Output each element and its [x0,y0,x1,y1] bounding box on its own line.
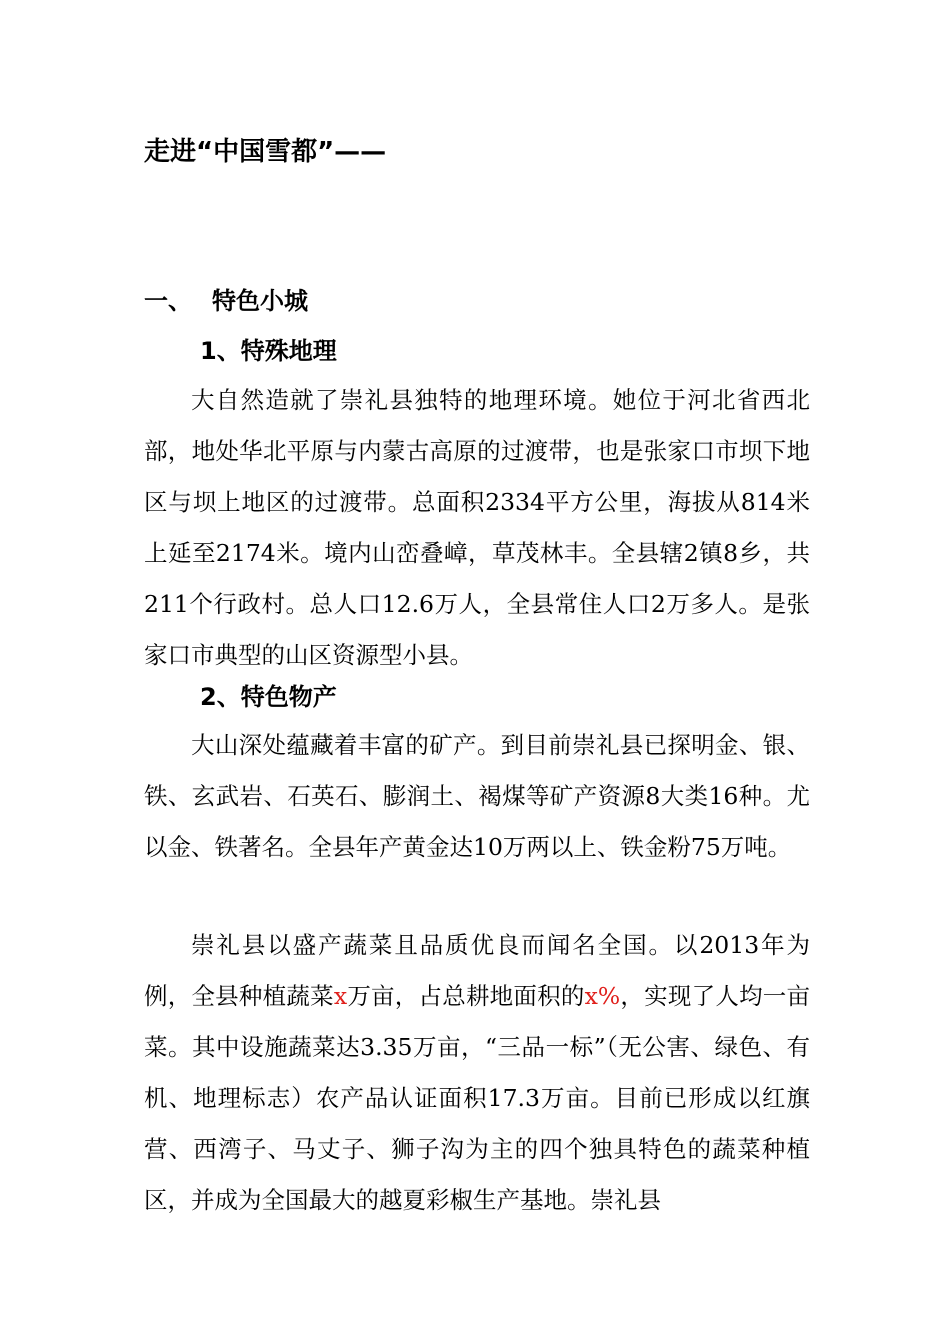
subheading-geography: 1、特殊地理 [200,337,337,365]
section-number: 一、 [144,287,192,315]
document-title: 走进“中国雪都”—— [144,137,387,167]
section-title: 特色小城 [212,287,308,315]
paragraph-vegetables [144,920,810,1226]
text-segment: 万亩，占总耕地面积的 [347,982,585,1010]
text-segment: 崇礼县以盛产蔬菜且品质优良而闻名全国。以2013年为例，全县种植蔬菜 [144,931,810,1010]
paragraph-geography: 大自然造就了崇礼县独特的地理环境。她位于河北省西北部，地处华北平原与内蒙古高原的过渡带，也是张家口市坝下地区与坝上地区的过渡带。总面积2334平方公里，海拔从814米上延至2174米。境内山峦叠嶂，草茂林丰。全县辖2镇8乡，共211个行政村。总人口12.6万人，全县常住人口2万多人。是张家口市典型的山区资源型小县。 [144,386,810,669]
paragraph-minerals: 大山深处蕴藏着丰富的矿产。到目前崇礼县已探明金、银、铁、玄武岩、石英石、膨润土、褐煤等矿产资源8大类16种。尤以金、铁著名。全县年产黄金达10万两以上、铁金粉75万吨。 [144,731,810,861]
text-segment: ，实现了人均一亩菜。其中设施蔬菜达3.35万亩，“三品一标”（无公害、绿色、有机、地理标志）农产品认证面积17.3万亩。目前已形成以红旗营、西湾子、马丈子、狮子沟为主的四个独具特色的蔬菜种植区，并成为全国最大的越夏彩椒生产基地。崇礼县 [144,982,811,1214]
section-heading [144,284,308,318]
highlight-placeholder: x [333,982,348,1010]
subheading-products: 2、特色物产 [200,683,337,711]
highlight-placeholder: x% [584,982,621,1010]
